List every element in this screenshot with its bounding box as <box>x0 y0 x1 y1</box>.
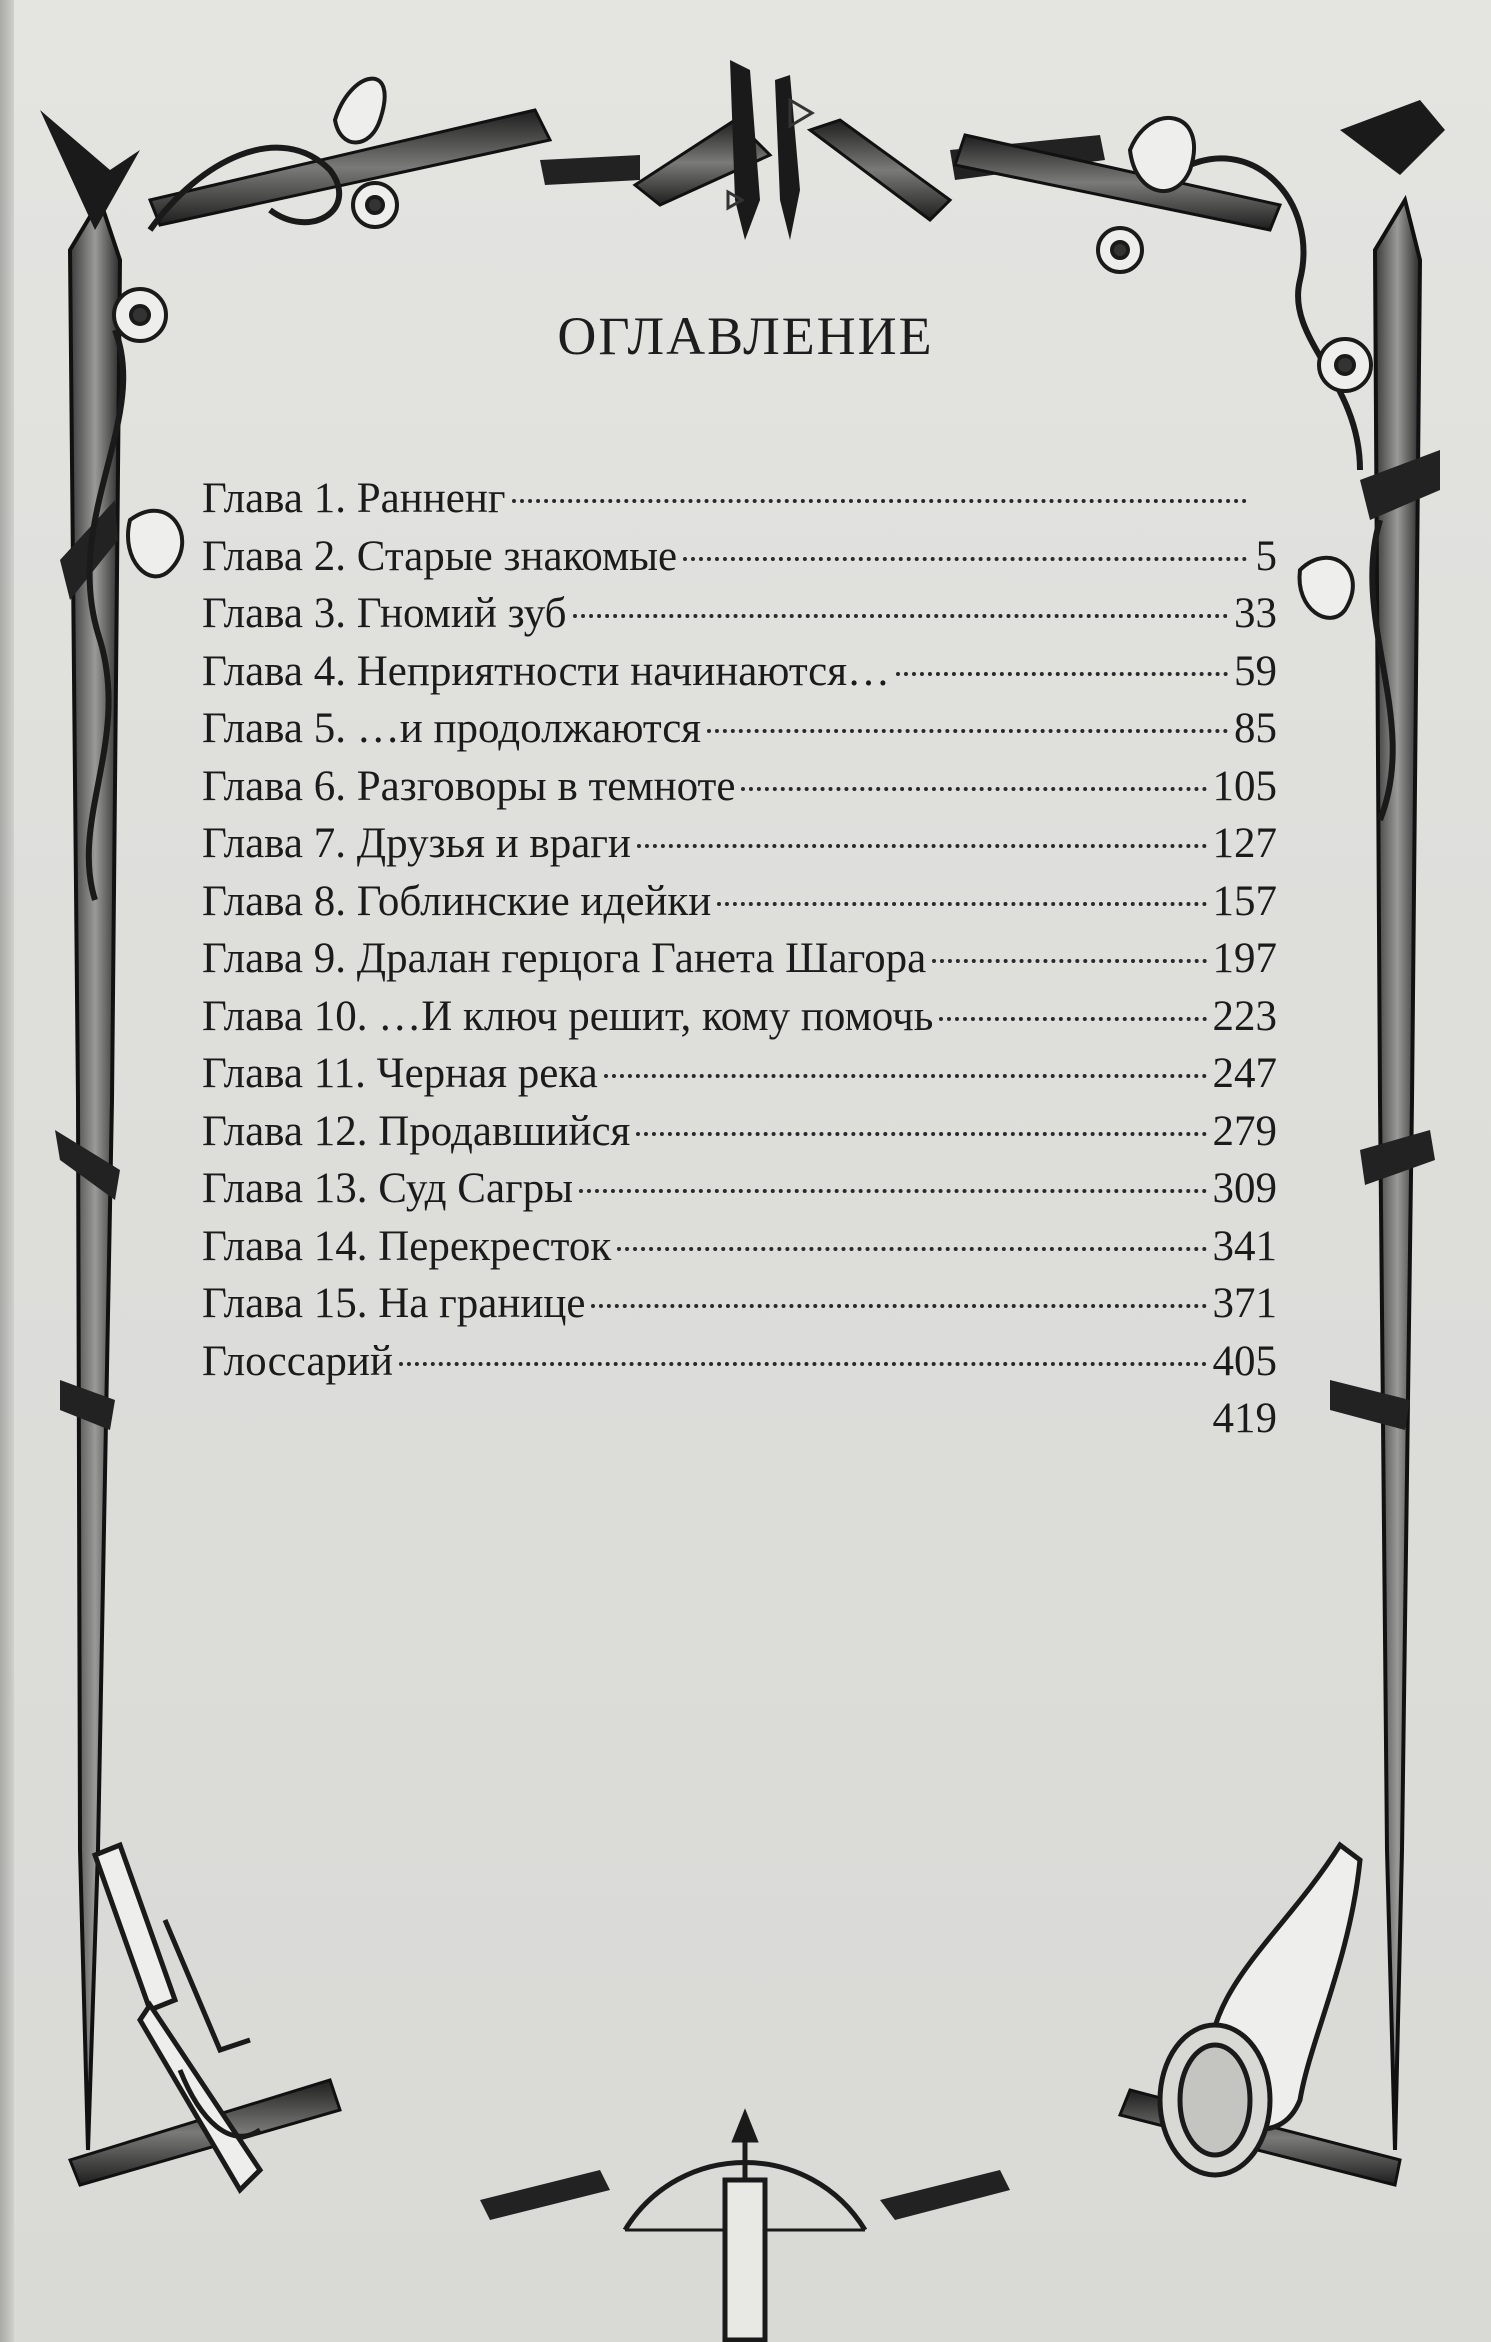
page-title: ОГЛАВЛЕНИЕ <box>557 306 934 366</box>
toc-entry <box>202 1103 1277 1161</box>
toc-entry-page: 309 <box>1212 1165 1277 1212</box>
toc-entry-title: Глава 12. Продавшийся <box>202 1107 631 1155</box>
toc-entry <box>202 988 1277 1046</box>
horn-illustration <box>1160 1845 1360 2175</box>
toc-entry-title: Глава 10. …И ключ решит, кому помочь <box>202 992 934 1040</box>
toc-entry-title: Глоссарий <box>202 1337 393 1385</box>
top-border-ornament <box>150 60 1280 240</box>
toc-dot-leader <box>579 1189 1206 1193</box>
toc-entry <box>202 930 1277 988</box>
toc-entry-page: 157 <box>1212 877 1277 925</box>
toc-dot-leader <box>399 1362 1207 1366</box>
toc-entry <box>202 528 1277 586</box>
toc-entry-page: 405 <box>1212 1337 1277 1385</box>
toc-entry <box>202 758 1277 816</box>
toc-entry-page: 127 <box>1212 820 1277 867</box>
toc-entry-title: Глава 2. Старые знакомые <box>202 532 678 580</box>
toc-entry-page: 33 <box>1234 590 1277 637</box>
toc-entry-title: Глава 6. Разговоры в темноте <box>202 762 736 810</box>
toc-dot-leader <box>636 1132 1206 1136</box>
toc-entry-title: Глава 11. Черная река <box>202 1050 598 1097</box>
toc-entry-page: 105 <box>1212 762 1277 810</box>
toc-dot-leader <box>707 729 1228 733</box>
toc-entry-page: 223 <box>1212 992 1277 1040</box>
toc-entry-page: 371 <box>1212 1280 1277 1327</box>
toc-dot-leader <box>573 614 1228 618</box>
toc-dot-leader <box>617 1247 1206 1251</box>
toc-entry <box>202 873 1277 931</box>
toc-dot-leader <box>512 499 1248 503</box>
toc-entry <box>202 1333 1277 1391</box>
toc-dot-leader <box>683 557 1247 561</box>
toc-dot-leader <box>939 1017 1206 1021</box>
toc-dot-leader <box>741 787 1206 791</box>
toc-entry-page: 279 <box>1212 1107 1277 1155</box>
toc-dot-leader <box>604 1074 1207 1078</box>
toc-entry-title: Глава 15. На границе <box>202 1280 586 1327</box>
toc-entry-title: Глава 14. Перекресток <box>202 1222 612 1270</box>
toc-entry <box>202 1160 1277 1218</box>
toc-dot-leader <box>932 959 1206 963</box>
toc-entry <box>202 470 1277 528</box>
toc-dot-leader <box>208 1419 1207 1423</box>
toc-entry <box>202 815 1277 873</box>
toc-dot-leader <box>896 672 1228 676</box>
toc-entry-title: Глава 5. …и продолжаются <box>202 705 702 752</box>
toc-entry <box>202 1390 1277 1448</box>
toc-entry-page: 59 <box>1234 647 1277 695</box>
toc-entry-title: Глава 8. Гоблинские идейки <box>202 877 712 925</box>
toc-dot-leader <box>637 844 1207 848</box>
toc-entry <box>202 700 1277 758</box>
toc-entry-title: Глава 13. Суд Сагры <box>202 1165 574 1212</box>
toc-entry-title: Глава 1. Ранненг <box>202 475 506 522</box>
toc-entry-title: Глава 9. Дралан герцога Ганета Шагора <box>202 935 927 982</box>
toc-entry-title: Глава 3. Гномий зуб <box>202 590 567 637</box>
toc-entry <box>202 643 1277 701</box>
crossbow-illustration <box>625 2115 865 2340</box>
toc-entry-page: 5 <box>1255 532 1277 580</box>
toc-entry-page: 341 <box>1212 1222 1277 1270</box>
table-of-contents <box>202 470 1277 1448</box>
toc-entry-title: Глава 4. Неприятности начинаются… <box>202 647 891 695</box>
toc-entry-title: Глава 7. Друзья и враги <box>202 820 631 867</box>
toc-entry <box>202 1218 1277 1276</box>
toc-entry-page: 419 <box>1212 1395 1277 1442</box>
toc-dot-leader <box>717 902 1206 906</box>
toc-entry <box>202 585 1277 643</box>
toc-entry <box>202 1275 1277 1333</box>
toc-entry-page: 197 <box>1212 935 1277 982</box>
left-border-blade <box>40 110 140 2150</box>
toc-entry-page: 85 <box>1234 705 1277 752</box>
toc-entry <box>202 1045 1277 1103</box>
toc-dot-leader <box>591 1304 1206 1308</box>
toc-entry-page: 247 <box>1212 1050 1277 1097</box>
